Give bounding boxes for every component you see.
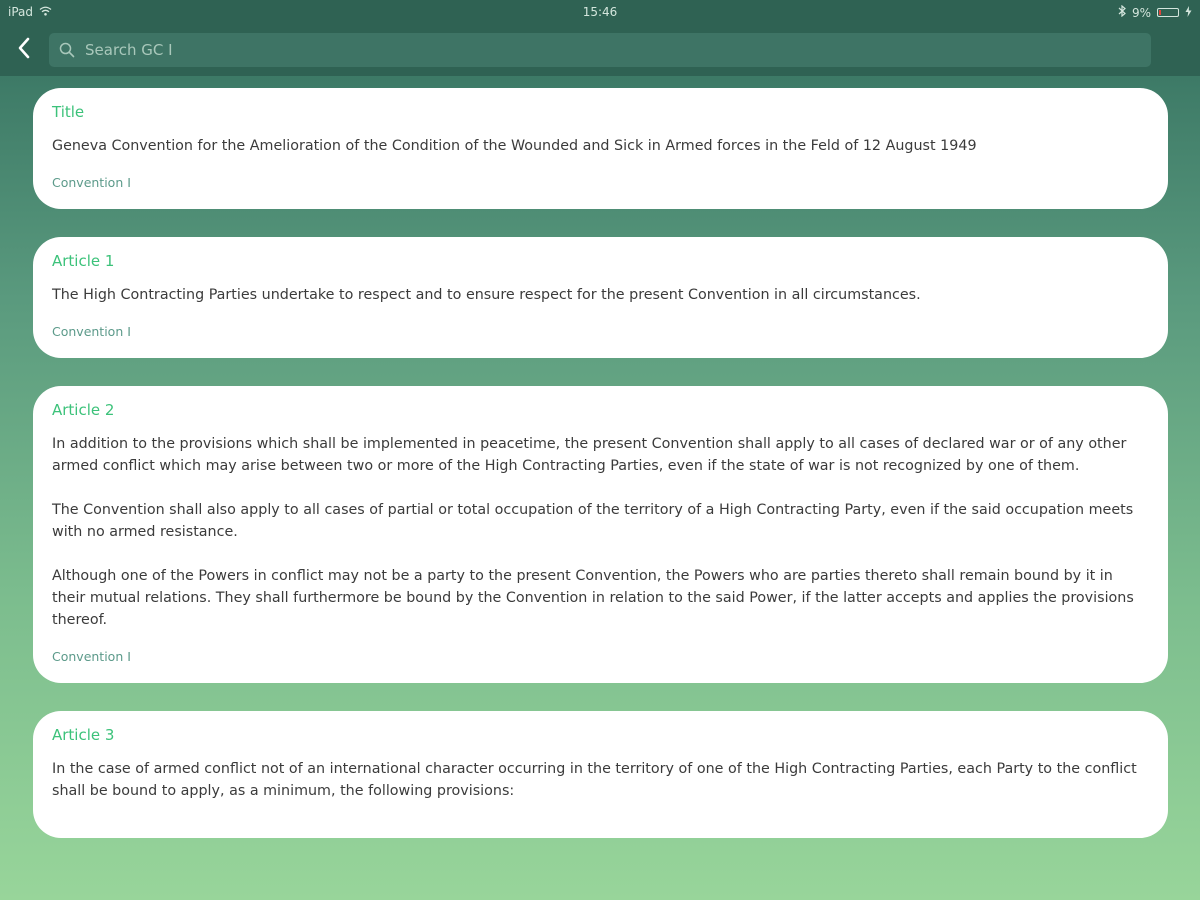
- result-card-article-1[interactable]: [33, 237, 1168, 358]
- card-heading: Article 1: [52, 252, 115, 270]
- card-heading: Title: [52, 103, 85, 121]
- card-body: [52, 433, 1149, 631]
- search-input[interactable]: [83, 40, 1087, 60]
- card-body: [52, 758, 1149, 802]
- card-heading: Article 3: [52, 726, 115, 744]
- clock: 15:46: [582, 5, 618, 19]
- back-button[interactable]: [10, 36, 38, 64]
- search-bar[interactable]: [49, 33, 1151, 67]
- result-card-article-3[interactable]: [33, 711, 1168, 838]
- status-right: [1118, 5, 1192, 20]
- result-card-article-2[interactable]: [33, 386, 1168, 683]
- convention-tag: Convention I: [52, 324, 131, 339]
- card-paragraph: In the case of armed conflict not of an international character occurring in the territory of one of the High Contracting Parties, each Party to the conflict shall be bound to apply, as a minimum, the following provisions:: [52, 761, 1137, 799]
- charging-bolt-icon: [1185, 6, 1192, 20]
- card-paragraph: Geneva Convention for the Amelioration of the Condition of the Wounded and Sick in Armed forces in the Feld of 12 August 1949: [52, 138, 977, 154]
- card-paragraph: The High Contracting Parties undertake to respect and to ensure respect for the present Convention in all circumstances.: [52, 287, 921, 303]
- search-icon: [57, 40, 77, 60]
- chevron-left-icon: [17, 37, 31, 63]
- convention-tag: Convention I: [52, 175, 131, 190]
- card-paragraph: The Convention shall also apply to all cases of partial or total occupation of the territory of a High Contracting Party, even if the said occupation meets with no armed resistance.: [52, 502, 1134, 540]
- card-body: [52, 284, 1149, 306]
- battery-icon: [1157, 8, 1179, 17]
- device-label: iPad: [8, 5, 34, 19]
- bluetooth-icon: [1118, 5, 1126, 20]
- battery-percent: 9%: [1131, 5, 1151, 20]
- card-paragraph: Although one of the Powers in conflict may not be a party to the present Convention, the Powers who are parties thereto shall remain bound by it in their mutual relations. They shall furthermore be bound by the Convention in relation to the said Power, if the latter accepts and applies the provisions thereof.: [52, 568, 1134, 628]
- results-list: [33, 88, 1168, 866]
- result-card-title[interactable]: [33, 88, 1168, 209]
- convention-tag: Convention I: [52, 649, 131, 664]
- navigation-bar: [0, 26, 1200, 76]
- card-heading: Article 2: [52, 401, 115, 419]
- status-bar: [0, 0, 1200, 26]
- card-body: [52, 135, 1149, 157]
- battery-level: [1159, 10, 1161, 15]
- card-paragraph: In addition to the provisions which shall be implemented in peacetime, the present Convention shall apply to all cases of declared war or of any other armed conflict which may arise between two or more of the High Contracting Parties, even if the state of war is not recognized by one of them.: [52, 436, 1127, 474]
